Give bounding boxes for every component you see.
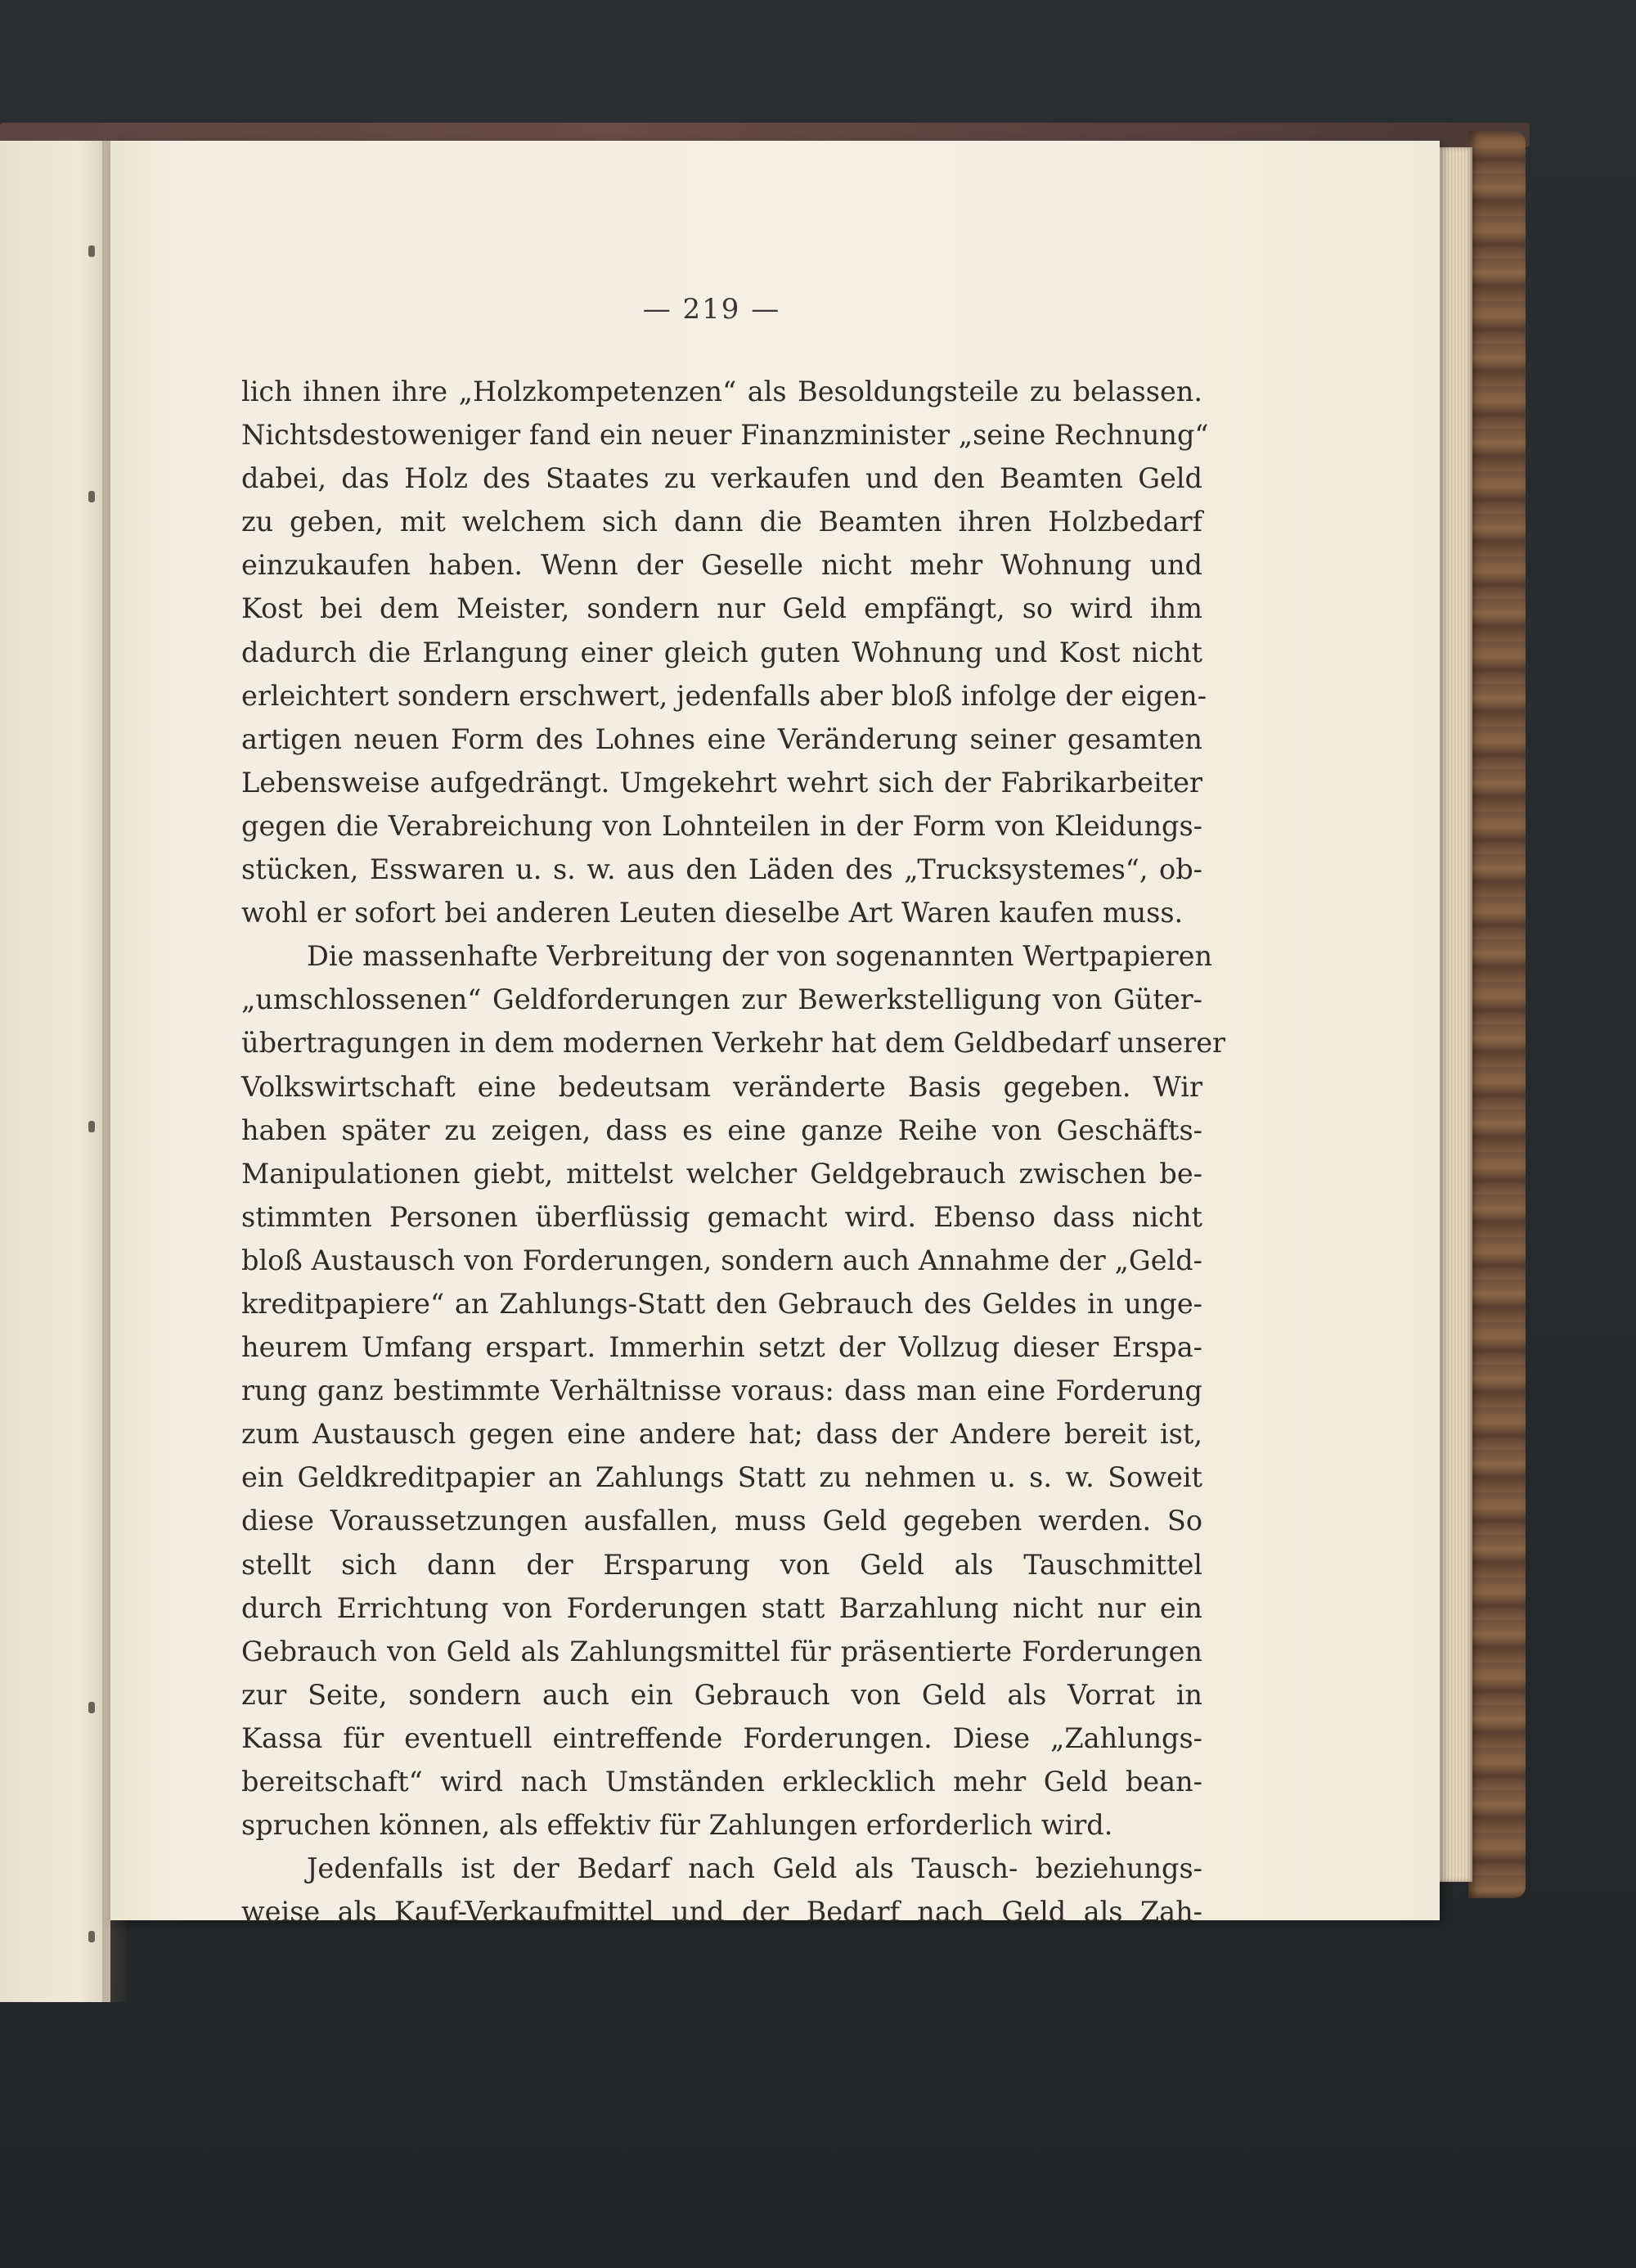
text-line: Kassa für eventuell eintreffende Forderungen. Diese „Zahlungs- bbox=[241, 1721, 1202, 1754]
text-line: Nichtsdestoweniger fand ein neuer Finanzminister „seine Rechnung“ bbox=[241, 419, 1209, 452]
text-line: zur Seite, sondern auch ein Gebrauch von Geld als Vorrat in bbox=[241, 1678, 1202, 1711]
text-line: erleichtert sondern erschwert, jedenfalls aber bloß infolge der eigen- bbox=[241, 679, 1207, 712]
text-line: zum Austausch gegen eine andere hat; dass der Andere bereit ist, bbox=[241, 1418, 1202, 1451]
text-line: Manipulationen giebt, mittelst welcher Geldgebrauch zwischen be- bbox=[241, 1157, 1202, 1190]
text-line: „umschlossenen“ Geldforderungen zur Bewerkstelligung von Güter- bbox=[241, 983, 1202, 1016]
text-line: Kost bei dem Meister, sondern nur Geld empfängt, so wird ihm bbox=[241, 592, 1202, 625]
text-line: gegen die Verabreichung von Lohnteilen in der Form von Kleidungs- bbox=[241, 809, 1202, 842]
text-line: rung ganz bestimmte Verhältnisse voraus: dass man eine Forderung bbox=[241, 1375, 1202, 1407]
text-line: diese Voraussetzungen ausfallen, muss Geld gegeben werden. So bbox=[241, 1505, 1202, 1537]
text-line: übertragungen in dem modernen Verkehr hat dem Geldbedarf unserer bbox=[241, 1027, 1226, 1060]
text-line: wohl er sofort bei anderen Leuten dieselbe Art Waren kaufen muss. bbox=[241, 897, 1184, 929]
text-line: dabei, das Holz des Staates zu verkaufen und den Beamten Geld bbox=[241, 462, 1202, 495]
text-line: heurem Umfang erspart. Immerhin setzt der Vollzug dieser Erspa- bbox=[241, 1331, 1202, 1364]
binding-stitch bbox=[88, 491, 95, 502]
text-line: stellt sich dann der Ersparung von Geld als Tauschmittel bbox=[241, 1548, 1202, 1581]
binding-stitch bbox=[88, 1121, 95, 1132]
text-line: Volkswirtschaft eine bedeutsam veränderte Basis gegeben. Wir bbox=[241, 1070, 1202, 1103]
text-line: ein Geldkreditpapier an Zahlungs Statt zu nehmen u. s. w. Soweit bbox=[241, 1461, 1202, 1494]
binding-stitch bbox=[88, 245, 95, 257]
left-page-sliver bbox=[0, 141, 110, 2002]
text-line: haben später zu zeigen, dass es eine ganze Reihe von Geschäfts- bbox=[241, 1114, 1202, 1146]
text-line: bereitschaft“ wird nach Umständen erklecklich mehr Geld bean- bbox=[241, 1766, 1202, 1798]
text-line: stimmten Personen überflüssig gemacht wird. Ebenso dass nicht bbox=[241, 1200, 1202, 1233]
text-line: Gebrauch von Geld als Zahlungsmittel für präsentierte Forderungen bbox=[241, 1635, 1202, 1667]
text-line: zu geben, mit welchem sich dann die Beamten ihren Holzbedarf bbox=[241, 506, 1202, 538]
text-line: durch Errichtung von Forderungen statt Barzahlung nicht nur ein bbox=[241, 1591, 1202, 1624]
text-line: lich ihnen ihre „Holzkompetenzen“ als Besoldungsteile zu belassen. bbox=[241, 376, 1202, 407]
binding-stitch bbox=[88, 1702, 95, 1713]
text-line: spruchen können, als effektiv für Zahlungen erforderlich wird. bbox=[241, 1809, 1113, 1842]
body-text bbox=[241, 370, 1226, 1933]
page-number: — 219 — bbox=[642, 293, 781, 326]
page-block-edges bbox=[1436, 147, 1472, 1882]
book-cover-spine-edge bbox=[1468, 131, 1526, 1898]
text-line: kreditpapiere“ an Zahlungs-Statt den Gebrauch des Geldes in unge- bbox=[241, 1287, 1202, 1320]
text-line: stücken, Esswaren u. s. w. aus den Läden des „Trucksystemes“, ob- bbox=[241, 853, 1202, 886]
text-line: weise als Kauf-Verkaufmittel und der Bedarf nach Geld als Zah- bbox=[241, 1896, 1202, 1928]
text-line: dadurch die Erlangung einer gleich guten Wohnung und Kost nicht bbox=[241, 636, 1202, 668]
text-line: Die massenhafte Verbreitung der von sogenannten Wertpapieren bbox=[307, 940, 1213, 973]
text-line: Lebensweise aufgedrängt. Umgekehrt wehrt sich der Fabrikarbeiter bbox=[241, 766, 1202, 799]
text-line: einzukaufen haben. Wenn der Geselle nicht mehr Wohnung und bbox=[241, 549, 1202, 582]
text-line: artigen neuen Form des Lohnes eine Veränderung seiner gesamten bbox=[241, 722, 1202, 755]
text-line: bloß Austausch von Forderungen, sondern auch Annahme der „Geld- bbox=[241, 1244, 1202, 1276]
text-line: Jedenfalls ist der Bedarf nach Geld als Tausch- beziehungs- bbox=[307, 1852, 1202, 1885]
binding-stitch bbox=[88, 1931, 95, 1942]
